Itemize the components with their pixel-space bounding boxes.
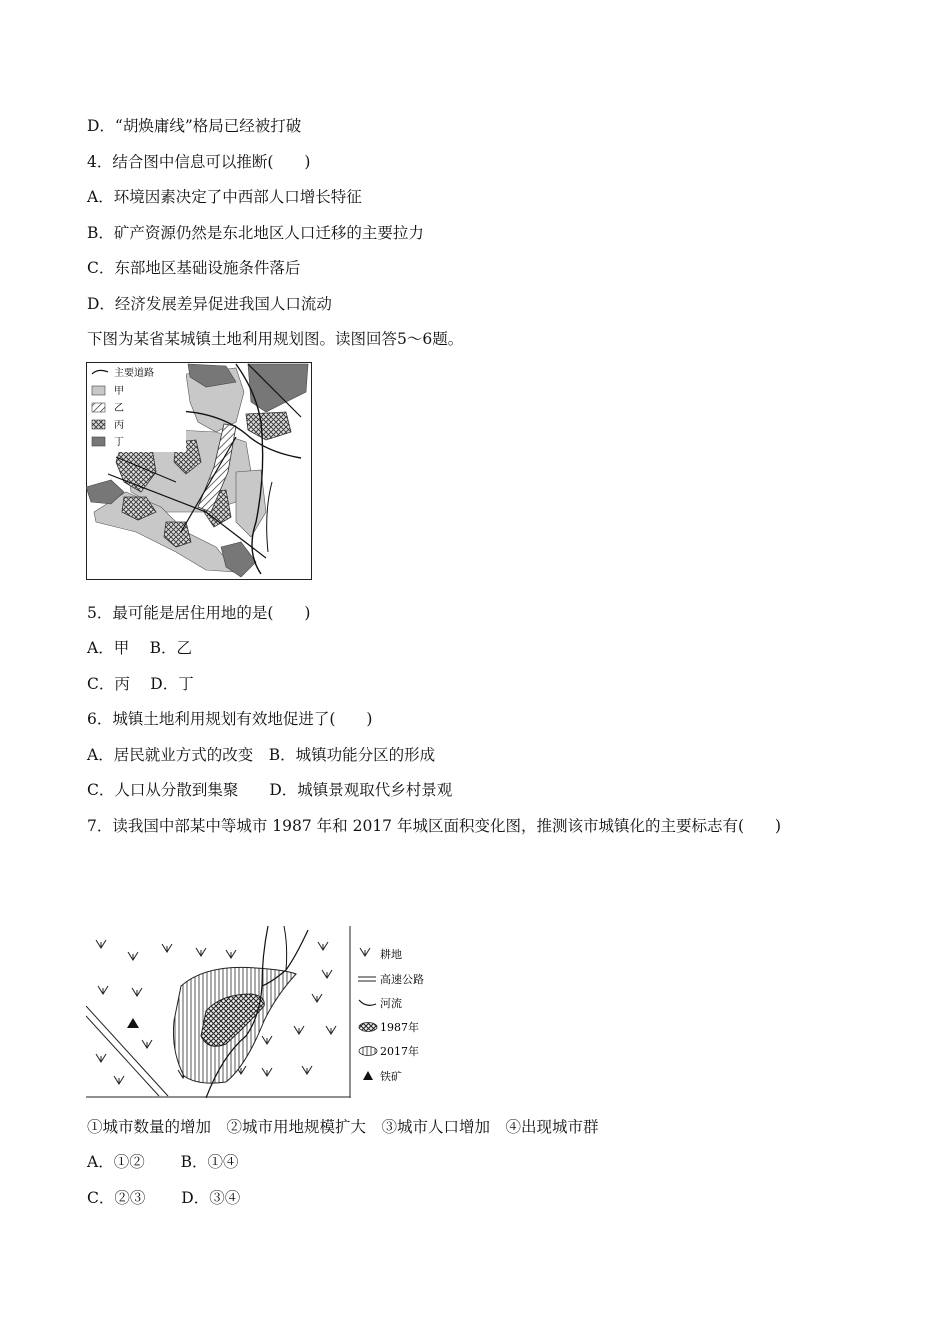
legend bbox=[358, 947, 424, 1083]
land-use-map bbox=[86, 362, 312, 580]
question-7: 7．读我国中部某中等城市 1987 年和 2017 年城区面积变化图，推测该市城镇化的主要标志有( ) bbox=[87, 817, 782, 835]
options-5ab: A．甲 B．乙 bbox=[87, 639, 193, 657]
legend-ding: 丁 bbox=[114, 437, 124, 448]
question-5: 5．最可能是居住用地的是( ) bbox=[87, 604, 311, 622]
legend-yi: 乙 bbox=[114, 403, 124, 414]
legend-road: 主要道路 bbox=[114, 368, 154, 379]
legend-swatch-jia bbox=[92, 386, 105, 395]
option-4c: C．东部地区基础设施条件落后 bbox=[87, 259, 301, 277]
option-4d: D．经济发展差异促进我国人口流动 bbox=[87, 295, 332, 313]
legend-river: 河流 bbox=[380, 997, 402, 1010]
option-4a: A．环境因素决定了中西部人口增长特征 bbox=[87, 188, 362, 206]
question-4: 4．结合图中信息可以推断( ) bbox=[87, 153, 311, 171]
iron-ore-marker bbox=[127, 1018, 139, 1028]
legend-swatch-yi bbox=[92, 403, 105, 412]
statements-7: ①城市数量的增加 ②城市用地规模扩大 ③城市人口增加 ④出现城市群 bbox=[87, 1118, 599, 1136]
options-6cd: C．人口从分散到集聚 D．城镇景观取代乡村景观 bbox=[87, 781, 453, 799]
legend-bing: 丙 bbox=[114, 420, 124, 431]
legend-2017: 2017年 bbox=[380, 1045, 419, 1058]
legend-swatch-bing bbox=[92, 420, 105, 429]
legend-farmland: 耕地 bbox=[380, 948, 402, 961]
legend-1987: 1987年 bbox=[380, 1021, 419, 1034]
option-4b: B．矿产资源仍然是东北地区人口迁移的主要拉力 bbox=[87, 224, 424, 242]
legend-swatch-ding bbox=[92, 437, 105, 446]
urban-change-map bbox=[86, 926, 456, 1098]
options-5cd: C．丙 D．丁 bbox=[87, 675, 194, 693]
options-7ab: A．①② B．①④ bbox=[87, 1153, 239, 1171]
text-line: D．“胡焕庸线”格局已经被打破 bbox=[87, 117, 302, 135]
legend-iron-ore: 铁矿 bbox=[380, 1070, 402, 1083]
options-7cd: C．②③ D．③④ bbox=[87, 1189, 241, 1207]
legend-highway: 高速公路 bbox=[380, 973, 424, 986]
options-6ab: A．居民就业方式的改变 B．城镇功能分区的形成 bbox=[87, 746, 436, 764]
question-6: 6．城镇土地利用规划有效地促进了( ) bbox=[87, 710, 373, 728]
legend-jia: 甲 bbox=[114, 386, 124, 397]
intro-5-6: 下图为某省某城镇土地利用规划图。读图回答5～6题。 bbox=[87, 330, 464, 348]
